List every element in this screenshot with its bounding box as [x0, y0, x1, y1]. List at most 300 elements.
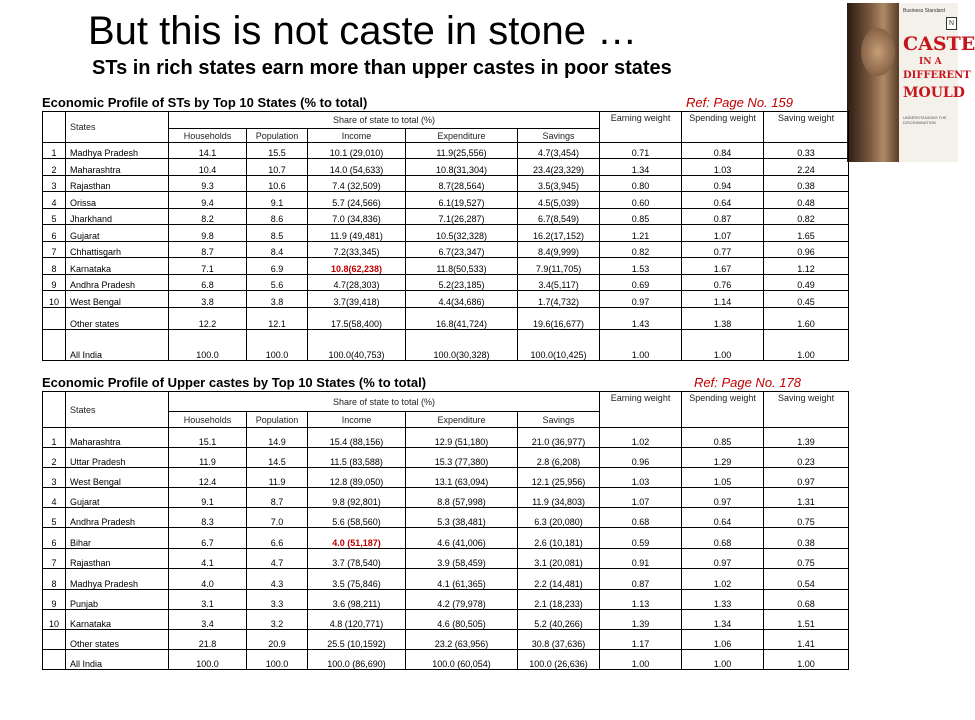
st-economic-profile-table — [42, 111, 849, 361]
book-face-highlight — [861, 28, 895, 76]
state-name: Madhya Pradesh — [66, 143, 169, 159]
row-number: 4 — [43, 192, 66, 209]
table-cell: 1.14 — [682, 291, 764, 308]
table-cell: 1.00 — [682, 330, 764, 361]
table-cell: 4.7(28,303) — [308, 275, 406, 291]
book-title-line2: IN A — [919, 57, 942, 67]
state-name: Chhattisgarh — [66, 242, 169, 258]
state-name: Karnataka — [66, 258, 169, 275]
table-cell: 3.9 (58,459) — [406, 549, 518, 569]
table-cell: 100.0 (60,054) — [406, 650, 518, 670]
row-number: 7 — [43, 549, 66, 569]
row-number — [43, 650, 66, 670]
table-row — [43, 308, 849, 330]
table-cell: 0.80 — [600, 176, 682, 192]
table-cell: 19.6(16,677) — [518, 308, 600, 330]
table-cell: 4.4(34,686) — [406, 291, 518, 308]
state-name: All India — [66, 330, 169, 361]
table-cell: 1.7(4,732) — [518, 291, 600, 308]
table-cell: 8.7 — [169, 242, 247, 258]
table-cell: 6.6 — [247, 528, 308, 549]
earning-weight-header: Earning weight — [600, 112, 682, 143]
table-cell: 0.69 — [600, 275, 682, 291]
column-header-income: Income — [308, 412, 406, 428]
table-cell: 20.9 — [247, 630, 308, 650]
table-cell: 3.6 (98,211) — [308, 590, 406, 610]
table-cell: 1.06 — [682, 630, 764, 650]
table-row — [43, 291, 849, 308]
table-cell: 0.75 — [764, 508, 849, 528]
row-number: 2 — [43, 448, 66, 468]
header-corner-cell — [43, 112, 66, 143]
table-cell: 3.8 — [169, 291, 247, 308]
table-cell: 1.02 — [600, 428, 682, 448]
table-cell: 1.21 — [600, 225, 682, 242]
table-row — [43, 209, 849, 225]
state-name: Orissa — [66, 192, 169, 209]
table-cell: 16.8(41,724) — [406, 308, 518, 330]
column-header-population: Population — [247, 412, 308, 428]
table-cell: 100.0(10,425) — [518, 330, 600, 361]
table-cell: 12.9 (51,180) — [406, 428, 518, 448]
state-name: Andhra Pradesh — [66, 275, 169, 291]
table-cell: 9.8 — [169, 225, 247, 242]
table-cell: 1.43 — [600, 308, 682, 330]
column-header-households: Households — [169, 412, 247, 428]
table-cell: 0.97 — [682, 488, 764, 508]
column-header-expenditure: Expenditure — [406, 129, 518, 143]
table-cell: 0.68 — [682, 528, 764, 549]
table-cell: 3.1 — [169, 590, 247, 610]
table-cell: 8.8 (57,998) — [406, 488, 518, 508]
table-cell: 4.0 (51,187) — [308, 528, 406, 549]
table-cell: 1.33 — [682, 590, 764, 610]
state-name: Andhra Pradesh — [66, 508, 169, 528]
table-row — [43, 225, 849, 242]
row-number: 3 — [43, 176, 66, 192]
table-cell: 8.7(28,564) — [406, 176, 518, 192]
table-cell: 6.7(8,549) — [518, 209, 600, 225]
state-name: Bihar — [66, 528, 169, 549]
table-row — [43, 143, 849, 159]
table-cell: 0.97 — [600, 291, 682, 308]
table-cell: 15.3 (77,380) — [406, 448, 518, 468]
table-cell: 0.85 — [600, 209, 682, 225]
table-cell: 0.97 — [764, 468, 849, 488]
table-cell: 7.2(33,345) — [308, 242, 406, 258]
table-cell: 6.1(19,527) — [406, 192, 518, 209]
table-row — [43, 242, 849, 258]
table-cell: 0.54 — [764, 569, 849, 590]
table-cell: 2.24 — [764, 159, 849, 176]
table-row — [43, 610, 849, 630]
book-cover-image — [847, 3, 975, 162]
table-cell: 1.31 — [764, 488, 849, 508]
row-number: 9 — [43, 590, 66, 610]
table-cell: 4.3 — [247, 569, 308, 590]
table-row — [43, 549, 849, 569]
table-cell: 2.1 (18,233) — [518, 590, 600, 610]
table-cell: 12.8 (89,050) — [308, 468, 406, 488]
row-number: 2 — [43, 159, 66, 176]
table-cell: 10.7 — [247, 159, 308, 176]
table-cell: 25.5 (10,1592) — [308, 630, 406, 650]
table-cell: 1.39 — [600, 610, 682, 630]
table-cell: 30.8 (37,636) — [518, 630, 600, 650]
table-cell: 1.13 — [600, 590, 682, 610]
row-number: 1 — [43, 143, 66, 159]
table-cell: 10.5(32,328) — [406, 225, 518, 242]
table-cell: 0.49 — [764, 275, 849, 291]
table-cell: 1.12 — [764, 258, 849, 275]
table-cell: 100.0 (86,690) — [308, 650, 406, 670]
table2-ref: Ref: Page No. 178 — [694, 375, 801, 390]
row-number — [43, 330, 66, 361]
table-cell: 9.4 — [169, 192, 247, 209]
table-cell: 3.8 — [247, 291, 308, 308]
table-cell: 8.2 — [169, 209, 247, 225]
earning-weight-header: Earning weight — [600, 392, 682, 428]
state-name: Other states — [66, 630, 169, 650]
table-cell: 0.64 — [682, 508, 764, 528]
table-cell: 1.02 — [682, 569, 764, 590]
table-cell: 7.0 (34,836) — [308, 209, 406, 225]
table-cell: 5.6 (58,560) — [308, 508, 406, 528]
share-header: Share of state to total (%) — [169, 392, 600, 412]
row-number — [43, 308, 66, 330]
table-cell: 9.1 — [247, 192, 308, 209]
table-cell: 3.2 — [247, 610, 308, 630]
table-cell: 100.0(40,753) — [308, 330, 406, 361]
table-row — [43, 330, 849, 361]
table1-ref: Ref: Page No. 159 — [686, 95, 793, 110]
row-number: 3 — [43, 468, 66, 488]
table-cell: 3.5(3,945) — [518, 176, 600, 192]
table-cell: 1.00 — [600, 330, 682, 361]
column-header-population: Population — [247, 129, 308, 143]
table-cell: 10.4 — [169, 159, 247, 176]
table-cell: 1.67 — [682, 258, 764, 275]
table-cell: 2.8 (6,208) — [518, 448, 600, 468]
table-cell: 3.4(5,117) — [518, 275, 600, 291]
table-cell: 23.4(23,329) — [518, 159, 600, 176]
table-cell: 0.45 — [764, 291, 849, 308]
table-cell: 5.6 — [247, 275, 308, 291]
table-cell: 3.7(39,418) — [308, 291, 406, 308]
table-row — [43, 528, 849, 549]
state-name: Jharkhand — [66, 209, 169, 225]
table-cell: 2.6 (10,181) — [518, 528, 600, 549]
row-number: 8 — [43, 258, 66, 275]
table-cell: 0.38 — [764, 176, 849, 192]
table-cell: 15.1 — [169, 428, 247, 448]
table-cell: 4.6 (41,006) — [406, 528, 518, 549]
table-cell: 0.82 — [600, 242, 682, 258]
table-cell: 11.8(50,533) — [406, 258, 518, 275]
table1-heading: Economic Profile of STs by Top 10 States (% to total) — [42, 95, 368, 110]
table-row — [43, 569, 849, 590]
table-cell: 1.03 — [600, 468, 682, 488]
table-cell: 14.1 — [169, 143, 247, 159]
saving-weight-header: Saving weight — [764, 112, 849, 143]
row-number: 4 — [43, 488, 66, 508]
table-cell: 0.38 — [764, 528, 849, 549]
table-cell: 1.39 — [764, 428, 849, 448]
table-cell: 3.3 — [247, 590, 308, 610]
row-number: 7 — [43, 242, 66, 258]
table-cell: 21.8 — [169, 630, 247, 650]
book-title-line3: DIFFERENT — [903, 70, 971, 81]
header-row — [43, 392, 849, 412]
column-header-households: Households — [169, 129, 247, 143]
row-number: 10 — [43, 610, 66, 630]
table-cell: 8.7 — [247, 488, 308, 508]
table-cell: 6.9 — [247, 258, 308, 275]
table-cell: 100.0 — [247, 650, 308, 670]
table-cell: 0.97 — [682, 549, 764, 569]
row-number: 6 — [43, 528, 66, 549]
slide-title: But this is not caste in stone … — [88, 9, 638, 53]
table-cell: 3.1 (20,081) — [518, 549, 600, 569]
table-row — [43, 630, 849, 650]
table-cell: 23.2 (63,956) — [406, 630, 518, 650]
table-cell: 15.5 — [247, 143, 308, 159]
table-cell: 1.60 — [764, 308, 849, 330]
column-header-savings: Savings — [518, 412, 600, 428]
table-cell: 0.85 — [682, 428, 764, 448]
table-cell: 0.64 — [682, 192, 764, 209]
table-cell: 9.3 — [169, 176, 247, 192]
state-name: Uttar Pradesh — [66, 448, 169, 468]
book-subtitle: UNDERSTANDING THE DISCRIMINATION — [903, 115, 947, 125]
table-cell: 0.76 — [682, 275, 764, 291]
table-row — [43, 590, 849, 610]
book-author: Business Standard — [903, 8, 945, 14]
column-header-savings: Savings — [518, 129, 600, 143]
table-cell: 6.8 — [169, 275, 247, 291]
table-cell: 0.77 — [682, 242, 764, 258]
state-name: Gujarat — [66, 225, 169, 242]
state-name: West Bengal — [66, 291, 169, 308]
table-cell: 0.71 — [600, 143, 682, 159]
table-cell: 7.9(11,705) — [518, 258, 600, 275]
state-name: Karnataka — [66, 610, 169, 630]
table-cell: 100.0 — [169, 330, 247, 361]
table-cell: 1.34 — [600, 159, 682, 176]
table-cell: 100.0(30,328) — [406, 330, 518, 361]
table-cell: 6.3 (20,080) — [518, 508, 600, 528]
table-cell: 1.38 — [682, 308, 764, 330]
table-cell: 1.17 — [600, 630, 682, 650]
table-row — [43, 176, 849, 192]
row-number: 8 — [43, 569, 66, 590]
table-cell: 1.41 — [764, 630, 849, 650]
table-cell: 4.5(5,039) — [518, 192, 600, 209]
table-cell: 4.8 (120,771) — [308, 610, 406, 630]
table2-heading: Economic Profile of Upper castes by Top 10 States (% to total) — [42, 375, 427, 390]
row-number: 6 — [43, 225, 66, 242]
table-cell: 0.96 — [764, 242, 849, 258]
table-cell: 8.6 — [247, 209, 308, 225]
table-cell: 0.48 — [764, 192, 849, 209]
state-name: All India — [66, 650, 169, 670]
state-name: Punjab — [66, 590, 169, 610]
table-cell: 7.4 (32,509) — [308, 176, 406, 192]
states-header: States — [66, 112, 169, 143]
table-cell: 0.91 — [600, 549, 682, 569]
states-header: States — [66, 392, 169, 428]
table-cell: 16.2(17,152) — [518, 225, 600, 242]
table-cell: 2.2 (14,481) — [518, 569, 600, 590]
state-name: Rajasthan — [66, 176, 169, 192]
table-cell: 1.05 — [682, 468, 764, 488]
table-cell: 6.7 — [169, 528, 247, 549]
table-cell: 5.2(23,185) — [406, 275, 518, 291]
table-row — [43, 275, 849, 291]
book-title-line1: CASTE — [903, 33, 975, 55]
table-cell: 13.1 (63,094) — [406, 468, 518, 488]
table-cell: 0.33 — [764, 143, 849, 159]
column-header-income: Income — [308, 129, 406, 143]
table-cell: 11.9 (49,481) — [308, 225, 406, 242]
table-cell: 100.0 (26,636) — [518, 650, 600, 670]
table-cell: 5.3 (38,481) — [406, 508, 518, 528]
table-cell: 1.65 — [764, 225, 849, 242]
state-name: Maharashtra — [66, 428, 169, 448]
table-cell: 12.2 — [169, 308, 247, 330]
table-cell: 6.7(23,347) — [406, 242, 518, 258]
table-cell: 7.1(26,287) — [406, 209, 518, 225]
table-row — [43, 159, 849, 176]
table-cell: 10.6 — [247, 176, 308, 192]
table-cell: 5.2 (40,266) — [518, 610, 600, 630]
row-number: 5 — [43, 508, 66, 528]
table-cell: 1.00 — [682, 650, 764, 670]
table-cell: 0.23 — [764, 448, 849, 468]
table-cell: 0.60 — [600, 192, 682, 209]
table-cell: 3.5 (75,846) — [308, 569, 406, 590]
state-name: Rajasthan — [66, 549, 169, 569]
table-cell: 3.7 (78,540) — [308, 549, 406, 569]
table-cell: 1.00 — [764, 650, 849, 670]
table-cell: 10.8(31,304) — [406, 159, 518, 176]
table-cell: 11.9 — [169, 448, 247, 468]
table-cell: 8.4(9,999) — [518, 242, 600, 258]
table-cell: 4.2 (79,978) — [406, 590, 518, 610]
state-name: West Bengal — [66, 468, 169, 488]
table-cell: 8.4 — [247, 242, 308, 258]
table-cell: 9.1 — [169, 488, 247, 508]
header-row — [43, 112, 849, 129]
table-cell: 5.7 (24,566) — [308, 192, 406, 209]
table-row — [43, 258, 849, 275]
table-cell: 9.8 (92,801) — [308, 488, 406, 508]
state-name: Gujarat — [66, 488, 169, 508]
table-cell: 1.07 — [682, 225, 764, 242]
table-cell: 1.34 — [682, 610, 764, 630]
table-row — [43, 508, 849, 528]
table-cell: 100.0 — [169, 650, 247, 670]
table-cell: 12.4 — [169, 468, 247, 488]
table-cell: 14.0 (54,633) — [308, 159, 406, 176]
book-publisher-logo: N — [946, 17, 957, 30]
table-cell: 4.1 — [169, 549, 247, 569]
table-row — [43, 192, 849, 209]
table-cell: 1.29 — [682, 448, 764, 468]
row-number: 10 — [43, 291, 66, 308]
row-number: 9 — [43, 275, 66, 291]
spending-weight-header: Spending weight — [682, 392, 764, 428]
table2-body — [43, 392, 849, 670]
state-name: Madhya Pradesh — [66, 569, 169, 590]
share-header: Share of state to total (%) — [169, 112, 600, 129]
spending-weight-header: Spending weight — [682, 112, 764, 143]
table-cell: 4.6 (80,505) — [406, 610, 518, 630]
row-number — [43, 630, 66, 650]
table-cell: 0.96 — [600, 448, 682, 468]
upper-caste-economic-profile-table — [42, 391, 849, 670]
table-cell: 11.9 (34,803) — [518, 488, 600, 508]
table-cell: 14.9 — [247, 428, 308, 448]
row-number: 1 — [43, 428, 66, 448]
table-cell: 1.51 — [764, 610, 849, 630]
table-cell: 0.82 — [764, 209, 849, 225]
table-cell: 1.53 — [600, 258, 682, 275]
table-cell: 10.8(62,238) — [308, 258, 406, 275]
table-cell: 10.1 (29,010) — [308, 143, 406, 159]
table-cell: 11.9 — [247, 468, 308, 488]
table-cell: 14.5 — [247, 448, 308, 468]
table-cell: 0.68 — [600, 508, 682, 528]
table-cell: 0.94 — [682, 176, 764, 192]
table-cell: 0.87 — [600, 569, 682, 590]
table-cell: 17.5(58,400) — [308, 308, 406, 330]
row-number: 5 — [43, 209, 66, 225]
header-corner-cell — [43, 392, 66, 428]
table-cell: 1.00 — [600, 650, 682, 670]
table-row — [43, 650, 849, 670]
state-name: Maharashtra — [66, 159, 169, 176]
table-cell: 0.68 — [764, 590, 849, 610]
table-cell: 11.9(25,556) — [406, 143, 518, 159]
table-cell: 4.7(3,454) — [518, 143, 600, 159]
table-cell: 0.87 — [682, 209, 764, 225]
saving-weight-header: Saving weight — [764, 392, 849, 428]
table-cell: 7.1 — [169, 258, 247, 275]
table-cell: 1.03 — [682, 159, 764, 176]
column-header-expenditure: Expenditure — [406, 412, 518, 428]
table-cell: 100.0 — [247, 330, 308, 361]
table-cell: 3.4 — [169, 610, 247, 630]
table-cell: 0.75 — [764, 549, 849, 569]
table1-body — [43, 112, 849, 361]
table-cell: 0.59 — [600, 528, 682, 549]
table-cell: 12.1 — [247, 308, 308, 330]
table-cell: 0.84 — [682, 143, 764, 159]
state-name: Other states — [66, 308, 169, 330]
table-cell: 4.7 — [247, 549, 308, 569]
table-cell: 8.3 — [169, 508, 247, 528]
table-cell: 15.4 (88,156) — [308, 428, 406, 448]
table-cell: 4.0 — [169, 569, 247, 590]
table-cell: 21.0 (36,977) — [518, 428, 600, 448]
slide-subtitle: STs in rich states earn more than upper castes in poor states — [92, 57, 672, 79]
table-row — [43, 448, 849, 468]
table-cell: 1.00 — [764, 330, 849, 361]
table-cell: 11.5 (83,588) — [308, 448, 406, 468]
table-cell: 8.5 — [247, 225, 308, 242]
book-face-art — [847, 3, 899, 162]
